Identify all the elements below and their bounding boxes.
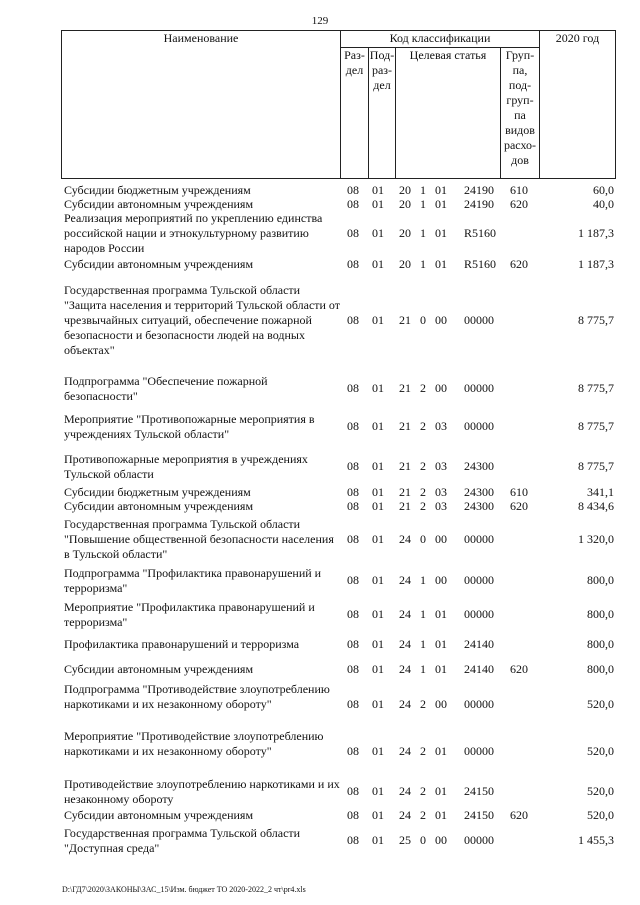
razdel-cell: 08 <box>347 226 359 240</box>
amount-cell: 520,0 <box>587 808 614 822</box>
target-subprogram-cell: 1 <box>420 662 426 676</box>
target-subprogram-cell: 2 <box>420 419 426 433</box>
podrazdel-cell: 01 <box>372 499 384 513</box>
row-name: Государственная программа Тульской области "Доступная среда" <box>64 826 301 855</box>
target-direction-cell: 00000 <box>464 419 494 433</box>
target-event-cell: 03 <box>435 485 447 499</box>
target-direction-cell: 24190 <box>464 197 494 211</box>
target-subprogram-cell: 1 <box>420 257 426 271</box>
header-year: 2020 год <box>540 31 616 179</box>
group-cell: 620 <box>510 808 528 822</box>
target-program-cell: 24 <box>399 784 411 798</box>
amount-cell: 520,0 <box>587 744 614 758</box>
target-event-cell: 01 <box>435 183 447 197</box>
target-subprogram-cell: 1 <box>420 607 426 621</box>
target-program-cell: 21 <box>399 313 411 327</box>
razdel-cell: 08 <box>347 662 359 676</box>
razdel-cell: 08 <box>347 637 359 651</box>
target-subprogram-cell: 1 <box>420 197 426 211</box>
amount-cell: 800,0 <box>587 573 614 587</box>
target-direction-cell: 00000 <box>464 313 494 327</box>
razdel-cell: 08 <box>347 485 359 499</box>
amount-cell: 40,0 <box>593 197 614 211</box>
podrazdel-cell: 01 <box>372 381 384 395</box>
target-direction-cell: 24300 <box>464 499 494 513</box>
target-program-cell: 21 <box>399 499 411 513</box>
target-program-cell: 24 <box>399 662 411 676</box>
target-program-cell: 20 <box>399 226 411 240</box>
target-direction-cell: 24150 <box>464 808 494 822</box>
podrazdel-cell: 01 <box>372 257 384 271</box>
podrazdel-cell: 01 <box>372 637 384 651</box>
target-subprogram-cell: 2 <box>420 784 426 798</box>
header-name: Наименование <box>62 31 341 179</box>
row-name: Субсидии автономным учреждениям <box>64 257 254 271</box>
header-group: Груп- па, под- груп- па видов расхо- дов <box>501 48 540 179</box>
razdel-cell: 08 <box>347 419 359 433</box>
row-name: Государственная программа Тульской области "Защита населения и территорий Тульской области от чрезвычайных ситуаций, обеспечение пожарной безопасности и безопасности людей на водных объектах" <box>64 283 341 357</box>
podrazdel-cell: 01 <box>372 662 384 676</box>
amount-cell: 1 187,3 <box>578 226 614 240</box>
amount-cell: 341,1 <box>587 485 614 499</box>
target-program-cell: 25 <box>399 833 411 847</box>
target-subprogram-cell: 1 <box>420 183 426 197</box>
podrazdel-cell: 01 <box>372 573 384 587</box>
target-direction-cell: 00000 <box>464 744 494 758</box>
row-name: Подпрограмма "Обеспечение пожарной безопасности" <box>64 374 268 403</box>
razdel-cell: 08 <box>347 197 359 211</box>
group-cell: 620 <box>510 499 528 513</box>
target-event-cell: 00 <box>435 313 447 327</box>
group-cell: 620 <box>510 662 528 676</box>
podrazdel-cell: 01 <box>372 197 384 211</box>
target-program-cell: 24 <box>399 637 411 651</box>
razdel-cell: 08 <box>347 459 359 473</box>
razdel-cell: 08 <box>347 183 359 197</box>
row-name: Профилактика правонарушений и терроризма <box>64 637 300 651</box>
group-cell: 610 <box>510 485 528 499</box>
podrazdel-cell: 01 <box>372 226 384 240</box>
target-program-cell: 24 <box>399 607 411 621</box>
amount-cell: 800,0 <box>587 662 614 676</box>
target-direction-cell: 00000 <box>464 573 494 587</box>
target-direction-cell: R5160 <box>464 226 497 240</box>
target-event-cell: 01 <box>435 257 447 271</box>
amount-cell: 1 320,0 <box>578 532 614 546</box>
target-direction-cell: 00000 <box>464 697 494 711</box>
target-subprogram-cell: 2 <box>420 485 426 499</box>
target-direction-cell: 00000 <box>464 532 494 546</box>
target-event-cell: 00 <box>435 381 447 395</box>
razdel-cell: 08 <box>347 573 359 587</box>
podrazdel-cell: 01 <box>372 532 384 546</box>
group-cell: 620 <box>510 257 528 271</box>
razdel-cell: 08 <box>347 833 359 847</box>
target-program-cell: 24 <box>399 532 411 546</box>
razdel-cell: 08 <box>347 313 359 327</box>
podrazdel-cell: 01 <box>372 808 384 822</box>
target-subprogram-cell: 2 <box>420 459 426 473</box>
target-event-cell: 03 <box>435 499 447 513</box>
podrazdel-cell: 01 <box>372 459 384 473</box>
target-program-cell: 21 <box>399 381 411 395</box>
razdel-cell: 08 <box>347 532 359 546</box>
target-subprogram-cell: 2 <box>420 697 426 711</box>
target-direction-cell: 24300 <box>464 485 494 499</box>
row-name: Мероприятие "Профилактика правонарушений и терроризма" <box>64 600 315 629</box>
target-direction-cell: 24300 <box>464 459 494 473</box>
row-name: Мероприятие "Противопожарные мероприятия в учреждениях Тульской области" <box>64 412 315 441</box>
row-name: Субсидии автономным учреждениям <box>64 662 254 676</box>
row-name: Реализация мероприятий по укреплению единства российской нации и этнокультурному развитию народов России <box>64 211 323 255</box>
amount-cell: 8 775,7 <box>578 313 614 327</box>
row-name: Подпрограмма "Противодействие злоупотреблению наркотиками и их незаконному обороту" <box>64 682 330 711</box>
amount-cell: 8 434,6 <box>578 499 614 513</box>
amount-cell: 8 775,7 <box>578 381 614 395</box>
target-direction-cell: 24140 <box>464 662 494 676</box>
target-event-cell: 01 <box>435 607 447 621</box>
podrazdel-cell: 01 <box>372 744 384 758</box>
podrazdel-cell: 01 <box>372 485 384 499</box>
target-subprogram-cell: 2 <box>420 381 426 395</box>
target-event-cell: 00 <box>435 833 447 847</box>
target-direction-cell: 00000 <box>464 833 494 847</box>
amount-cell: 1 187,3 <box>578 257 614 271</box>
target-event-cell: 01 <box>435 808 447 822</box>
amount-cell: 8 775,7 <box>578 419 614 433</box>
target-subprogram-cell: 0 <box>420 313 426 327</box>
podrazdel-cell: 01 <box>372 833 384 847</box>
target-direction-cell: 00000 <box>464 607 494 621</box>
target-direction-cell: 24140 <box>464 637 494 651</box>
razdel-cell: 08 <box>347 697 359 711</box>
row-name: Субсидии бюджетным учреждениям <box>64 485 251 499</box>
target-subprogram-cell: 0 <box>420 833 426 847</box>
razdel-cell: 08 <box>347 607 359 621</box>
table-header <box>61 30 616 179</box>
razdel-cell: 08 <box>347 257 359 271</box>
razdel-cell: 08 <box>347 808 359 822</box>
podrazdel-cell: 01 <box>372 784 384 798</box>
target-program-cell: 21 <box>399 459 411 473</box>
target-program-cell: 24 <box>399 808 411 822</box>
row-name: Государственная программа Тульской области "Повышение общественной безопасности населения в Тульской области" <box>64 517 334 561</box>
target-direction-cell: 24150 <box>464 784 494 798</box>
target-event-cell: 01 <box>435 662 447 676</box>
target-subprogram-cell: 2 <box>420 499 426 513</box>
target-program-cell: 24 <box>399 573 411 587</box>
header-razdel: Раз- дел <box>341 48 369 179</box>
group-cell: 620 <box>510 197 528 211</box>
target-subprogram-cell: 1 <box>420 226 426 240</box>
amount-cell: 800,0 <box>587 637 614 651</box>
target-subprogram-cell: 1 <box>420 637 426 651</box>
header-code: Код классификации <box>341 31 540 48</box>
row-name: Подпрограмма "Профилактика правонарушений и терроризма" <box>64 566 322 595</box>
file-path-footer: D:\ГД7\2020\ЗАКОНЫ\ЗАС_15\Изм. бюджет ТО 2020-2022_2 чт\pr4.xls <box>62 885 306 894</box>
amount-cell: 1 455,3 <box>578 833 614 847</box>
row-name: Противодействие злоупотреблению наркотиками и их незаконному обороту <box>64 777 340 806</box>
target-program-cell: 20 <box>399 197 411 211</box>
target-event-cell: 01 <box>435 197 447 211</box>
target-event-cell: 03 <box>435 459 447 473</box>
header-podrazdel: Под- раз- дел <box>369 48 396 179</box>
razdel-cell: 08 <box>347 744 359 758</box>
target-subprogram-cell: 2 <box>420 744 426 758</box>
target-direction-cell: 24190 <box>464 183 494 197</box>
podrazdel-cell: 01 <box>372 183 384 197</box>
target-program-cell: 21 <box>399 485 411 499</box>
razdel-cell: 08 <box>347 381 359 395</box>
amount-cell: 800,0 <box>587 607 614 621</box>
target-program-cell: 21 <box>399 419 411 433</box>
razdel-cell: 08 <box>347 499 359 513</box>
row-name: Субсидии автономным учреждениям <box>64 808 254 822</box>
target-program-cell: 24 <box>399 697 411 711</box>
group-cell: 610 <box>510 183 528 197</box>
target-program-cell: 24 <box>399 744 411 758</box>
row-name: Противопожарные мероприятия в учреждениях Тульской области <box>64 452 308 481</box>
amount-cell: 520,0 <box>587 697 614 711</box>
row-name: Субсидии автономным учреждениям <box>64 197 254 211</box>
amount-cell: 520,0 <box>587 784 614 798</box>
podrazdel-cell: 01 <box>372 697 384 711</box>
target-event-cell: 00 <box>435 532 447 546</box>
target-event-cell: 01 <box>435 744 447 758</box>
target-event-cell: 00 <box>435 573 447 587</box>
target-event-cell: 00 <box>435 697 447 711</box>
row-name: Мероприятие "Противодействие злоупотреблению наркотиками и их незаконному обороту" <box>64 729 324 758</box>
podrazdel-cell: 01 <box>372 607 384 621</box>
target-event-cell: 01 <box>435 637 447 651</box>
target-program-cell: 20 <box>399 183 411 197</box>
header-target: Целевая статья <box>396 48 501 179</box>
amount-cell: 60,0 <box>593 183 614 197</box>
row-name: Субсидии бюджетным учреждениям <box>64 183 251 197</box>
amount-cell: 8 775,7 <box>578 459 614 473</box>
target-direction-cell: R5160 <box>464 257 497 271</box>
row-name: Субсидии автономным учреждениям <box>64 499 254 513</box>
target-direction-cell: 00000 <box>464 381 494 395</box>
target-subprogram-cell: 1 <box>420 573 426 587</box>
target-program-cell: 20 <box>399 257 411 271</box>
target-event-cell: 01 <box>435 226 447 240</box>
podrazdel-cell: 01 <box>372 313 384 327</box>
razdel-cell: 08 <box>347 784 359 798</box>
page-number: 129 <box>311 15 329 27</box>
target-subprogram-cell: 0 <box>420 532 426 546</box>
target-event-cell: 03 <box>435 419 447 433</box>
target-subprogram-cell: 2 <box>420 808 426 822</box>
target-event-cell: 01 <box>435 784 447 798</box>
podrazdel-cell: 01 <box>372 419 384 433</box>
